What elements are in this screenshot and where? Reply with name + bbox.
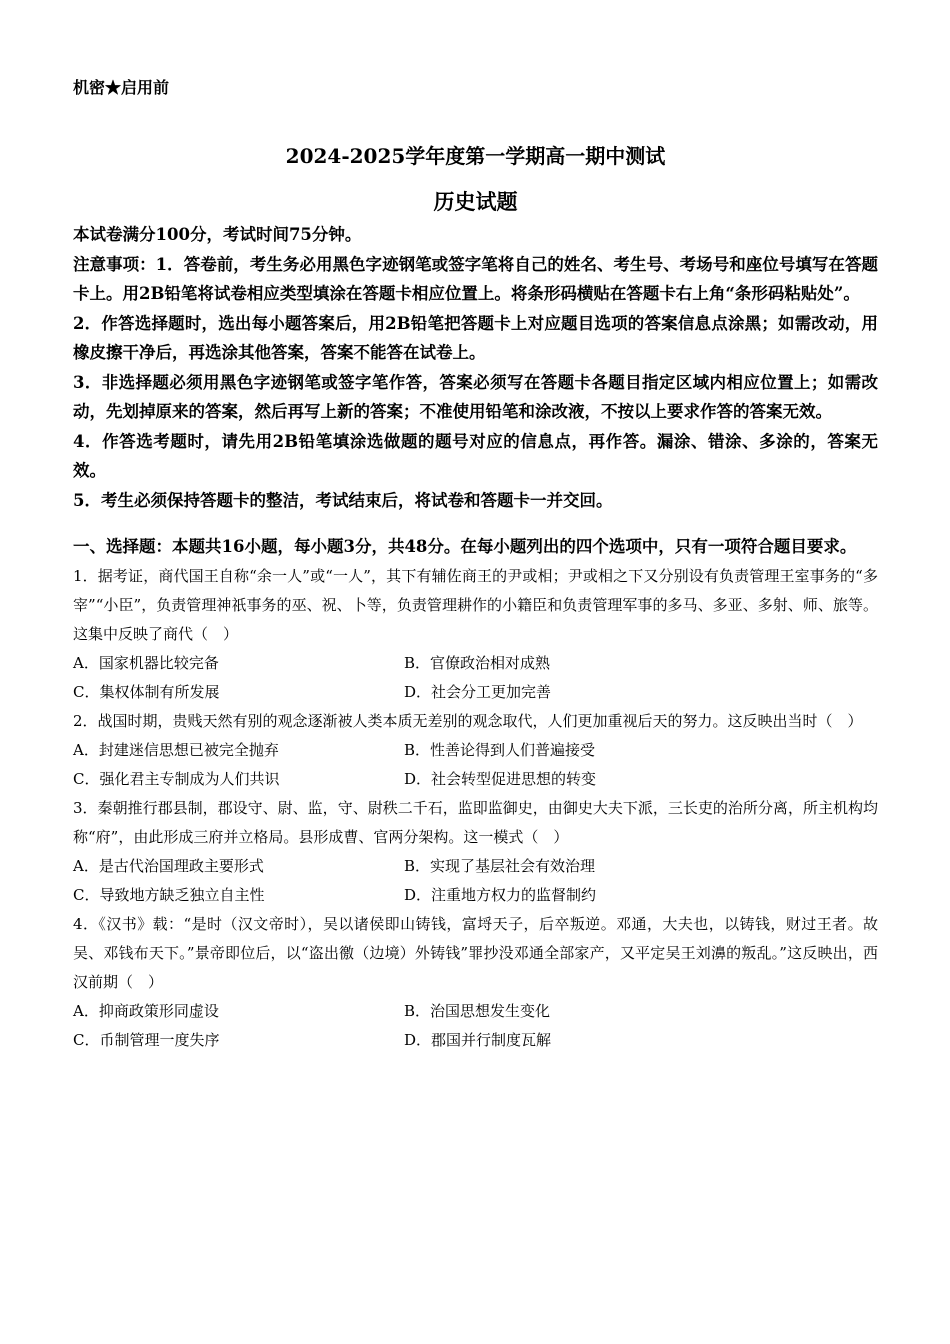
option-c: C．强化君主专制成为人们共识	[73, 769, 280, 788]
instruction-item-1: 注意事项：1．答卷前，考生务必用黑色字迹钢笔或签字笔将自己的姓名、考生号、考场号和座位号填写在答题卡上。用2B铅笔将试卷相应类型填涂在答题卡相应位置上。将条形码横贴在答题卡右上角“条形码粘贴处”。	[73, 254, 878, 303]
question-4	[73, 910, 878, 1055]
question-stem: 3．秦朝推行郡县制，郡设守、尉、监，守、尉秩二千石，监即监御史，由御史大夫下派，三长吏的治所分离，所主机构均称“府”，由此形成三府并立格局。县形成曹、官两分架构。这一模式（ ）	[73, 798, 878, 846]
option-d: D．社会分工更加完善	[404, 682, 552, 701]
option-c: C．导致地方缺乏独立自主性	[73, 885, 265, 904]
instruction-item-4: 4．作答选考题时，请先用2B铅笔填涂选做题的题号对应的信息点，再作答。漏涂、错涂、多涂的，答案无效。	[73, 431, 878, 480]
instruction-score-time: 本试卷满分100分，考试时间75分钟。	[73, 225, 362, 244]
option-row	[73, 1026, 878, 1055]
instruction-item-2: 2．作答选择题时，选出每小题答案后，用2B铅笔把答题卡上对应题目选项的答案信息点涂黑；如需改动，用橡皮擦干净后，再选涂其他答案，答案不能答在试卷上。	[73, 313, 878, 362]
option-row	[73, 997, 878, 1026]
option-row	[73, 765, 878, 794]
subject-title: 历史试题	[433, 189, 518, 214]
question-1	[73, 562, 878, 707]
question-3	[73, 794, 878, 910]
question-stem: 2．战国时期，贵贱天然有别的观念逐渐被人类本质无差别的观念取代，人们更加重视后天的努力。这反映出当时（ ）	[73, 711, 863, 730]
option-row	[73, 678, 878, 707]
question-stem: 1．据考证，商代国王自称“余一人”或“一人”，其下有辅佐商王的尹或相；尹或相之下又分别设有负责管理王室事务的“多宰”“小臣”，负责管理神祇事务的巫、祝、卜等，负责管理耕作的小籍臣和负责管理军事的多马、多亚、多射、师、旅等。这集中反映了商代（ ）	[73, 566, 878, 643]
exam-instructions	[73, 220, 878, 515]
option-b: B．官僚政治相对成熟	[404, 653, 551, 672]
option-c: C．集权体制有所发展	[73, 682, 220, 701]
option-d: D．郡国并行制度瓦解	[404, 1030, 552, 1049]
option-row	[73, 852, 878, 881]
instruction-item-3: 3．非选择题必须用黑色字迹钢笔或签字笔作答，答案必须写在答题卡各题目指定区域内相应位置上；如需改动，先划掉原来的答案，然后再写上新的答案；不准使用铅笔和涂改液，不按以上要求作答的答案无效。	[73, 372, 878, 421]
question-2	[73, 707, 878, 794]
exam-title: 2024-2025学年度第一学期高一期中测试	[285, 144, 666, 168]
option-d: D．注重地方权力的监督制约	[404, 885, 597, 904]
option-row	[73, 649, 878, 678]
option-a: A．国家机器比较完备	[73, 653, 219, 672]
question-stem: 4．《汉书》载：“是时（汉文帝时），吴以诸侯即山铸钱，富埒天子，后卒叛逆。邓通，大夫也，以铸钱，财过王者。故吴、邓钱布天下。”景帝即位后，以“盗出徼（边境）外铸钱”罪抄没邓通全部家产，又平定吴王刘濞的叛乱。”这反映出，西汉前期（ ）	[73, 914, 878, 991]
option-row	[73, 736, 878, 765]
exam-page	[73, 72, 878, 1055]
confidential-label: 机密★启用前	[73, 78, 170, 97]
option-a: A．抑商政策形同虚设	[73, 1001, 219, 1020]
option-row	[73, 881, 878, 910]
instruction-item-5: 5．考生必须保持答题卡的整洁，考试结束后，将试卷和答题卡一并交回。	[73, 490, 613, 510]
option-d: D．社会转型促进思想的转变	[404, 769, 597, 788]
option-b: B．性善论得到人们普遍接受	[404, 740, 596, 759]
section-heading: 一、选择题：本题共16小题，每小题3分，共48分。在每小题列出的四个选项中，只有一项符合题目要求。	[73, 537, 857, 556]
option-c: C．币制管理一度失序	[73, 1030, 220, 1049]
option-a: A．是古代治国理政主要形式	[73, 856, 264, 875]
option-b: B．治国思想发生变化	[404, 1001, 551, 1020]
option-a: A．封建迷信思想已被完全抛弃	[73, 740, 279, 759]
option-b: B．实现了基层社会有效治理	[404, 856, 596, 875]
